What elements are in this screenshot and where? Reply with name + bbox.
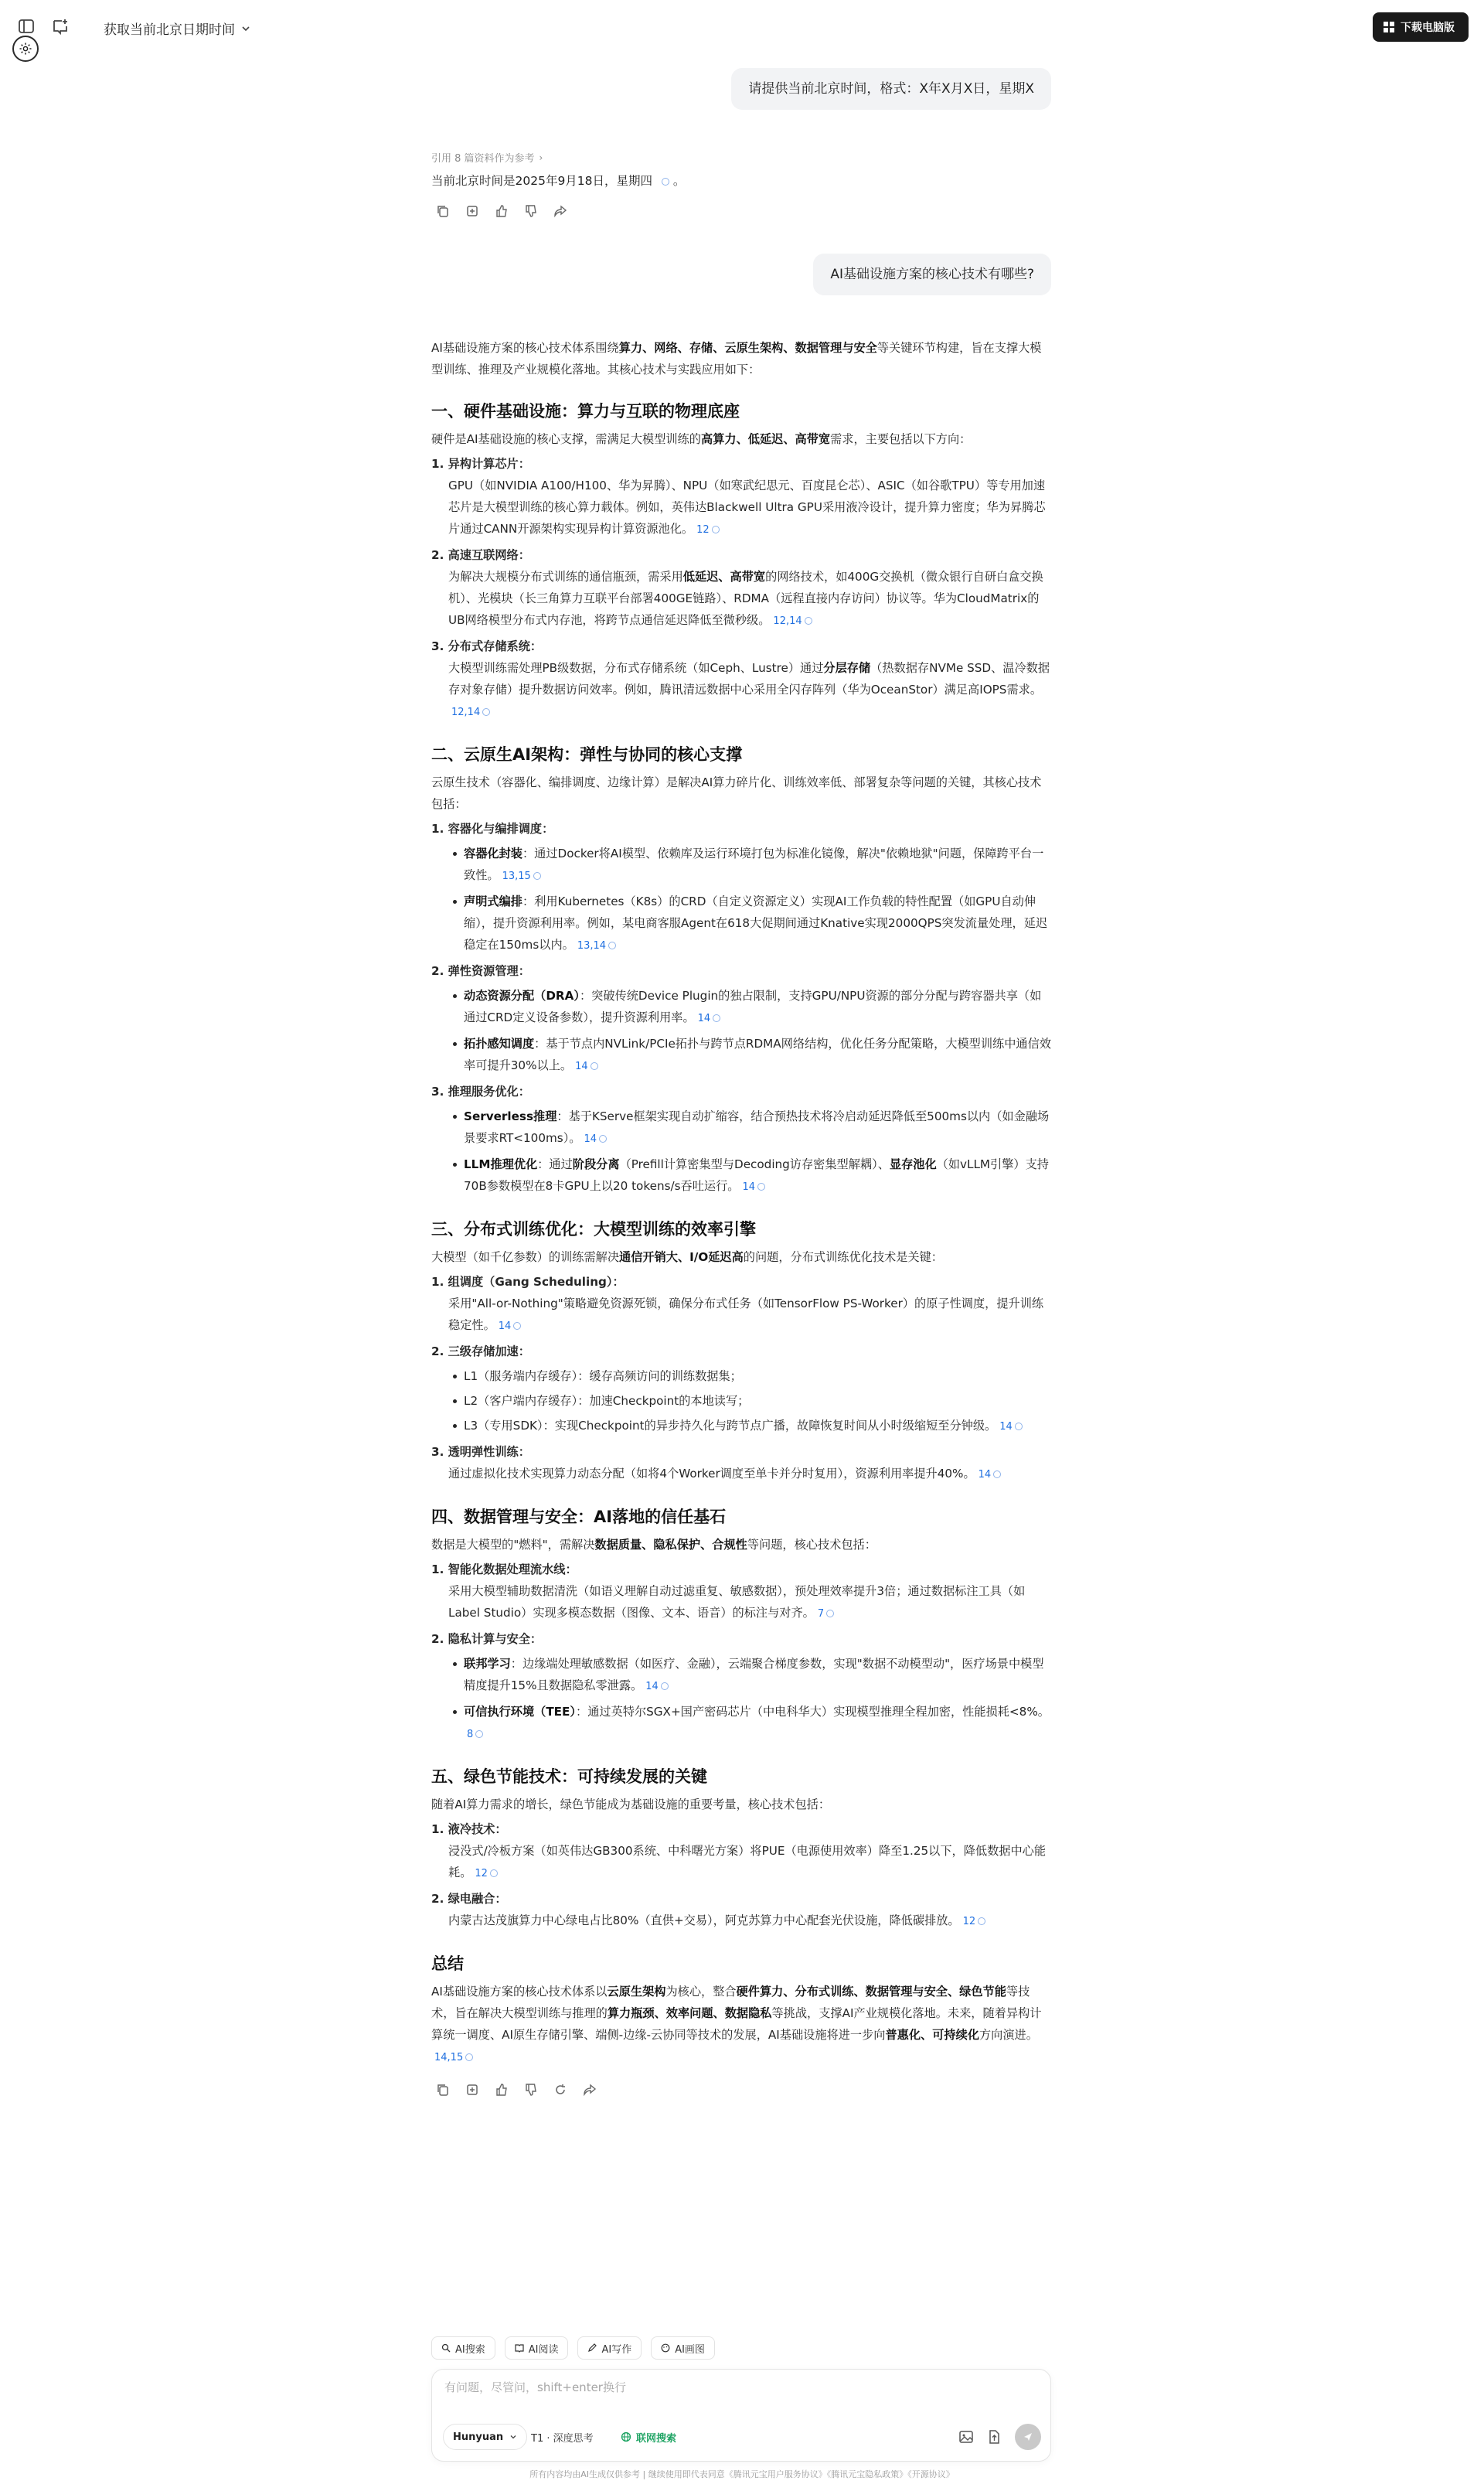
section-intro: 大模型（如千亿参数）的训练需解决通信开销大、I/O延迟高的问题，分布式训练优化技术是关键： [431, 1250, 943, 1264]
message-composer [431, 2369, 1051, 2462]
user-message [731, 68, 1051, 110]
references-link[interactable] [431, 150, 543, 165]
section-heading: 五、绿色节能技术：可持续发展的关键 [431, 1767, 707, 1786]
list-item-body: GPU（如NVIDIA A100/H100、华为昇腾）、NPU（如寒武纪思元、百度昆仑芯）、ASIC（如谷歌TPU）等专用加速芯片是大模型训练的核心算力载体。例如，英伟达Blackwell Ultra GPU采用液冷设计，提升算力密度；华为昇腾芯片通过CANN开源架构实现异构计算资源池化。 12 [448, 479, 1046, 536]
citation-link[interactable]: 8 [467, 1729, 483, 1740]
section-intro: 硬件是AI基础设施的核心支撑，需满足大模型训练的高算力、低延迟、高带宽需求，主要包括以下方向： [431, 432, 972, 446]
section-heading: 二、云原生AI架构：弹性与协同的核心支撑 [431, 745, 743, 764]
list-item-title: 3. 透明弹性训练： [431, 1445, 530, 1459]
send-arrow-icon [1022, 2431, 1034, 2443]
section-heading: 总结 [431, 1954, 464, 1973]
bullet-item: 可信执行环境（TEE）：通过英特尔SGX+国产密码芯片（中电科华大）实现模型推理全程加密，性能损耗<8%。8 [431, 1701, 1051, 1746]
list-item-title: 3. 推理服务优化： [431, 1085, 530, 1099]
share-icon[interactable] [581, 2081, 598, 2098]
section-heading: 三、分布式训练优化：大模型训练的效率引擎 [431, 1220, 756, 1239]
bullet-item: Serverless推理：基于KServe框架实现自动扩缩容，结合预热技术将冷启动延迟降低至500ms以内（如金融场景要求RT<100ms）。 14 [431, 1106, 1051, 1150]
book-icon [515, 2343, 524, 2353]
citation-link[interactable]: 12 [963, 1916, 986, 1927]
assistant-answer-text: 当前北京时间是2025年9月18日，星期四 [431, 174, 653, 188]
model-label: Hunyuan [453, 2431, 504, 2443]
citation-link[interactable]: 12,14 [451, 707, 490, 718]
bullet-item: 容器化封装：通过Docker将AI模型、依赖库及运行环境打包为标准化镜像，解决"依赖地狱"问题，保障跨平台一致性。 13,15 [431, 843, 1051, 888]
chip-label: AI阅读 [528, 2343, 559, 2356]
citation-link[interactable]: 14 [979, 1469, 1002, 1481]
list-item-title: 1. 容器化与编排调度： [431, 822, 554, 836]
ai-write-chip[interactable] [577, 2336, 642, 2360]
bullet-item: L3（专用SDK）：实现Checkpoint的异步持久化与跨节点广播，故障恢复时间从小时级缩短至分钟级。 14 [431, 1415, 1051, 1438]
bullet-item: 联邦学习：边缘端处理敏感数据（如医疗、金融），云端聚合梯度参数，实现"数据不动模型动"，医疗场景中模型精度提升15%且数据隐私零泄露。 14 [431, 1653, 1051, 1698]
list-item-title: 3. 分布式存储系统： [431, 639, 543, 653]
list-item-title: 2. 高速互联网络： [431, 548, 530, 562]
regenerate-icon[interactable] [552, 2081, 569, 2098]
list-item-title: 1. 异构计算芯片： [431, 457, 530, 471]
citation-link[interactable]: 12 [475, 1868, 498, 1879]
chip-label: AI搜索 [455, 2343, 485, 2356]
chevron-right-icon: › [539, 152, 543, 163]
download-button-label: 下载电脑版 [1401, 22, 1455, 34]
download-desktop-button[interactable] [1373, 12, 1469, 42]
citation-link[interactable]: 14 [698, 1013, 721, 1024]
bullet-item: LLM推理优化：通过阶段分离（Prefill计算密集型与Decoding访存密集型解耦）、显存池化（如vLLM引擎）支持70B参数模型在8卡GPU上以20 tokens/s吞吐运行。 14 [431, 1153, 1051, 1198]
citation-link[interactable]: 14 [584, 1133, 607, 1145]
thumbs-up-icon[interactable] [493, 2081, 510, 2098]
ai-read-chip[interactable] [505, 2336, 569, 2360]
pen-icon [587, 2343, 597, 2353]
send-button[interactable] [1015, 2424, 1041, 2450]
bullet-item: L1（服务端内存缓存）：缓存高频访问的训练数据集； [431, 1365, 1051, 1387]
message-input[interactable] [444, 2380, 1032, 2394]
list-item-body: 内蒙古达茂旗算力中心绿电占比80%（直供+交易），阿克苏算力中心配套光伏设施，降低碳排放。 12 [431, 1910, 1051, 1933]
summary-paragraph: AI基础设施方案的核心技术体系以云原生架构为核心，整合硬件算力、分布式训练、数据管理与安全、绿色节能等技术，旨在解决大模型训练与推理的算力瓶颈、效率问题、数据隐私等挑战，支撑AI产业规模化落地。未来，随着异构计算统一调度、AI原生存储引擎、端侧-边缘-云协同等技术的发展，AI基础设施将进一步向普惠化、可持续化方向演进。14,15 [431, 1985, 1042, 2063]
list-item-title: 2. 绿电融合： [431, 1892, 507, 1906]
references-text: 引用 8 篇资料作为参考 [431, 153, 535, 165]
conversation-title[interactable] [104, 19, 250, 38]
citation-link[interactable]: 14 [575, 1061, 598, 1072]
message-actions [434, 2081, 1051, 2098]
user-message-text: 请提供当前北京时间，格式：X年X月X日，星期X [748, 81, 1034, 97]
list-item-body: 大模型训练需处理PB级数据，分布式存储系统（如Ceph、Lustre）通过分层存储（热数据存NVMe SSD、温冷数据存对象存储）提升数据访问效率。例如，腾讯清远数据中心采用全闪存阵列（华为OceanStor）满足高IOPS需求。12,14 [448, 661, 1050, 718]
list-item-body: 浸没式/冷板方案（如英伟达GB300系统、中科曙光方案）将PUE（电源使用效率）降至1.25以下，降低数据中心能耗。 12 [448, 1844, 1047, 1879]
citation-link[interactable]: 14,15 [434, 2052, 473, 2063]
ai-draw-chip[interactable] [651, 2336, 715, 2360]
web-search-label: 联网搜索 [636, 2432, 677, 2445]
chat-thread [431, 0, 1051, 2319]
bullet-item: 声明式编排：利用Kubernetes（K8s）的CRD（自定义资源定义）实现AI工作负载的特性配置（如GPU自动伸缩），提升资源利用率。例如，某电商客服Agent在618大促期间通过Knative实现2000QPS突发流量处理，延迟稳定在150ms以内。 13,14 [431, 891, 1051, 957]
list-item-title: 2. 弹性资源管理： [431, 964, 530, 978]
citation-link[interactable]: 13,14 [577, 940, 616, 952]
list-item-title: 1. 智能化数据处理流水线： [431, 1562, 577, 1576]
image-upload-icon[interactable] [958, 2428, 975, 2445]
citation-link[interactable]: 14 [742, 1181, 765, 1193]
list-item-title: 2. 三级存储加速： [431, 1344, 530, 1358]
bullet-item: 动态资源分配（DRA）：突破传统Device Plugin的独占限制，支持GPU/NPU资源的部分分配与跨容器共享（如通过CRD定义设备参数），提升资源利用率。 14 [431, 985, 1051, 1030]
citation-link[interactable]: 14 [645, 1681, 669, 1692]
citation-link[interactable]: 14 [999, 1421, 1023, 1433]
bullet-item: 拓扑感知调度：基于节点内NVLink/PCIe拓扑与跨节点RDMA网络结构，优化任务分配策略，大模型训练中通信效率可提升30%以上。 14 [431, 1033, 1051, 1078]
add-to-notes-icon[interactable] [464, 2081, 481, 2098]
assistant-message: 当前北京时间是2025年9月18日，星期四 。 [431, 174, 686, 188]
user-message [813, 254, 1051, 295]
add-to-notes-icon[interactable] [464, 203, 481, 220]
deep-think-label: T1 · 深度思考 [531, 2432, 594, 2445]
conversation-title-text: 获取当前北京日期时间 [104, 22, 235, 38]
sidebar-toggle-icon[interactable] [17, 17, 36, 36]
section-intro: 随着AI算力需求的增长，绿色节能成为基础设施的重要考量，核心技术包括： [431, 1798, 831, 1811]
citation-link[interactable]: 14 [499, 1320, 522, 1332]
copy-icon[interactable] [434, 2081, 451, 2098]
answer-intro: AI基础设施方案的核心技术体系围绕算力、网络、存储、云原生架构、数据管理与安全等关键环节构建，旨在支撑大模型训练、推理及产业规模化落地。其核心技术与实践应用如下： [431, 341, 1042, 377]
section-heading: 一、硬件基础设施：算力与互联的物理底座 [431, 402, 740, 421]
list-item-body: 通过虚拟化技术实现算力动态分配（如将4个Worker调度至单卡并分时复用），资源利用率提升40%。 14 [431, 1463, 1051, 1486]
chip-label: AI写作 [601, 2343, 632, 2356]
globe-icon [621, 2431, 631, 2442]
search-icon [441, 2343, 451, 2353]
windows-icon [1384, 22, 1394, 32]
chip-label: AI画图 [675, 2343, 705, 2356]
list-item-title: 1. 液冷技术： [431, 1822, 507, 1836]
user-message-text: AI基础设施方案的核心技术有哪些? [830, 267, 1034, 282]
list-item-body: 采用大模型辅助数据清洗（如语义理解自动过滤重复、敏感数据），预处理效率提升3倍；通过数据标注工具（如Label Studio）实现多模态数据（图像、文本、语音）的标注与对齐。 7 [448, 1584, 1026, 1620]
web-search-toggle[interactable] [611, 2424, 686, 2450]
citation-link[interactable]: 13,15 [502, 871, 541, 882]
bullet-item: L2（客户端内存缓存）：加速Checkpoint的本地读写； [431, 1390, 1051, 1412]
citation-link[interactable]: 7 [818, 1608, 834, 1620]
section-intro: 数据是大模型的"燃料"，需解决数据质量、隐私保护、合规性等问题，核心技术包括： [431, 1538, 876, 1552]
list-item-title: 2. 隐私计算与安全： [431, 1632, 543, 1646]
thumbs-down-icon[interactable] [522, 203, 539, 220]
citation-link[interactable]: 12 [696, 524, 720, 536]
message-actions [434, 203, 569, 220]
share-icon[interactable] [552, 203, 569, 220]
chevron-down-icon [509, 2433, 517, 2441]
tool-chips [431, 2336, 715, 2360]
citation-link[interactable]: 12,14 [773, 615, 812, 627]
citation-badge[interactable] [659, 176, 669, 188]
thumbs-up-icon[interactable] [493, 203, 510, 220]
ai-search-chip[interactable] [431, 2336, 495, 2360]
model-selector[interactable] [443, 2424, 527, 2450]
assistant-long-answer [431, 337, 1051, 2098]
section-heading: 四、数据管理与安全：AI落地的信任基石 [431, 1508, 727, 1526]
deep-think-toggle[interactable] [522, 2424, 603, 2450]
settings-gear-icon[interactable] [12, 36, 39, 62]
thumbs-down-icon[interactable] [522, 2081, 539, 2098]
chevron-down-icon [241, 24, 250, 33]
list-item-body: 采用"All-or-Nothing"策略避免资源死锁，确保分布式任务（如TensorFlow PS-Worker）的原子性调度，提升训练稳定性。 14 [448, 1297, 1044, 1332]
palette-icon [661, 2343, 670, 2353]
list-item-body: 为解决大规模分布式训练的通信瓶颈，需采用低延迟、高带宽的网络技术，如400G交换机（微众银行自研白盒交换机）、光模块（长三角算力互联平台部署400GE链路）、RDMA（远程直接内存访问）协议等。华为CloudMatrix的UB网络模型分布式内存池，将跨节点通信延迟降低至微秒级。 12,14 [448, 570, 1043, 627]
footer-disclaimer: 所有内容均由AI生成仅供参考 | 继续使用即代表同意《腾讯元宝用户服务协议》《腾讯元宝隐私政策》《开源协议》 [529, 2469, 955, 2479]
new-chat-icon[interactable] [51, 17, 70, 36]
copy-icon[interactable] [434, 203, 451, 220]
list-item-title: 1. 组调度（Gang Scheduling）： [431, 1275, 625, 1289]
section-intro: 云原生技术（容器化、编排调度、边缘计算）是解决AI算力碎片化、训练效率低、部署复杂等问题的关键，其核心技术包括： [431, 775, 1042, 811]
file-upload-icon[interactable] [985, 2428, 1002, 2445]
